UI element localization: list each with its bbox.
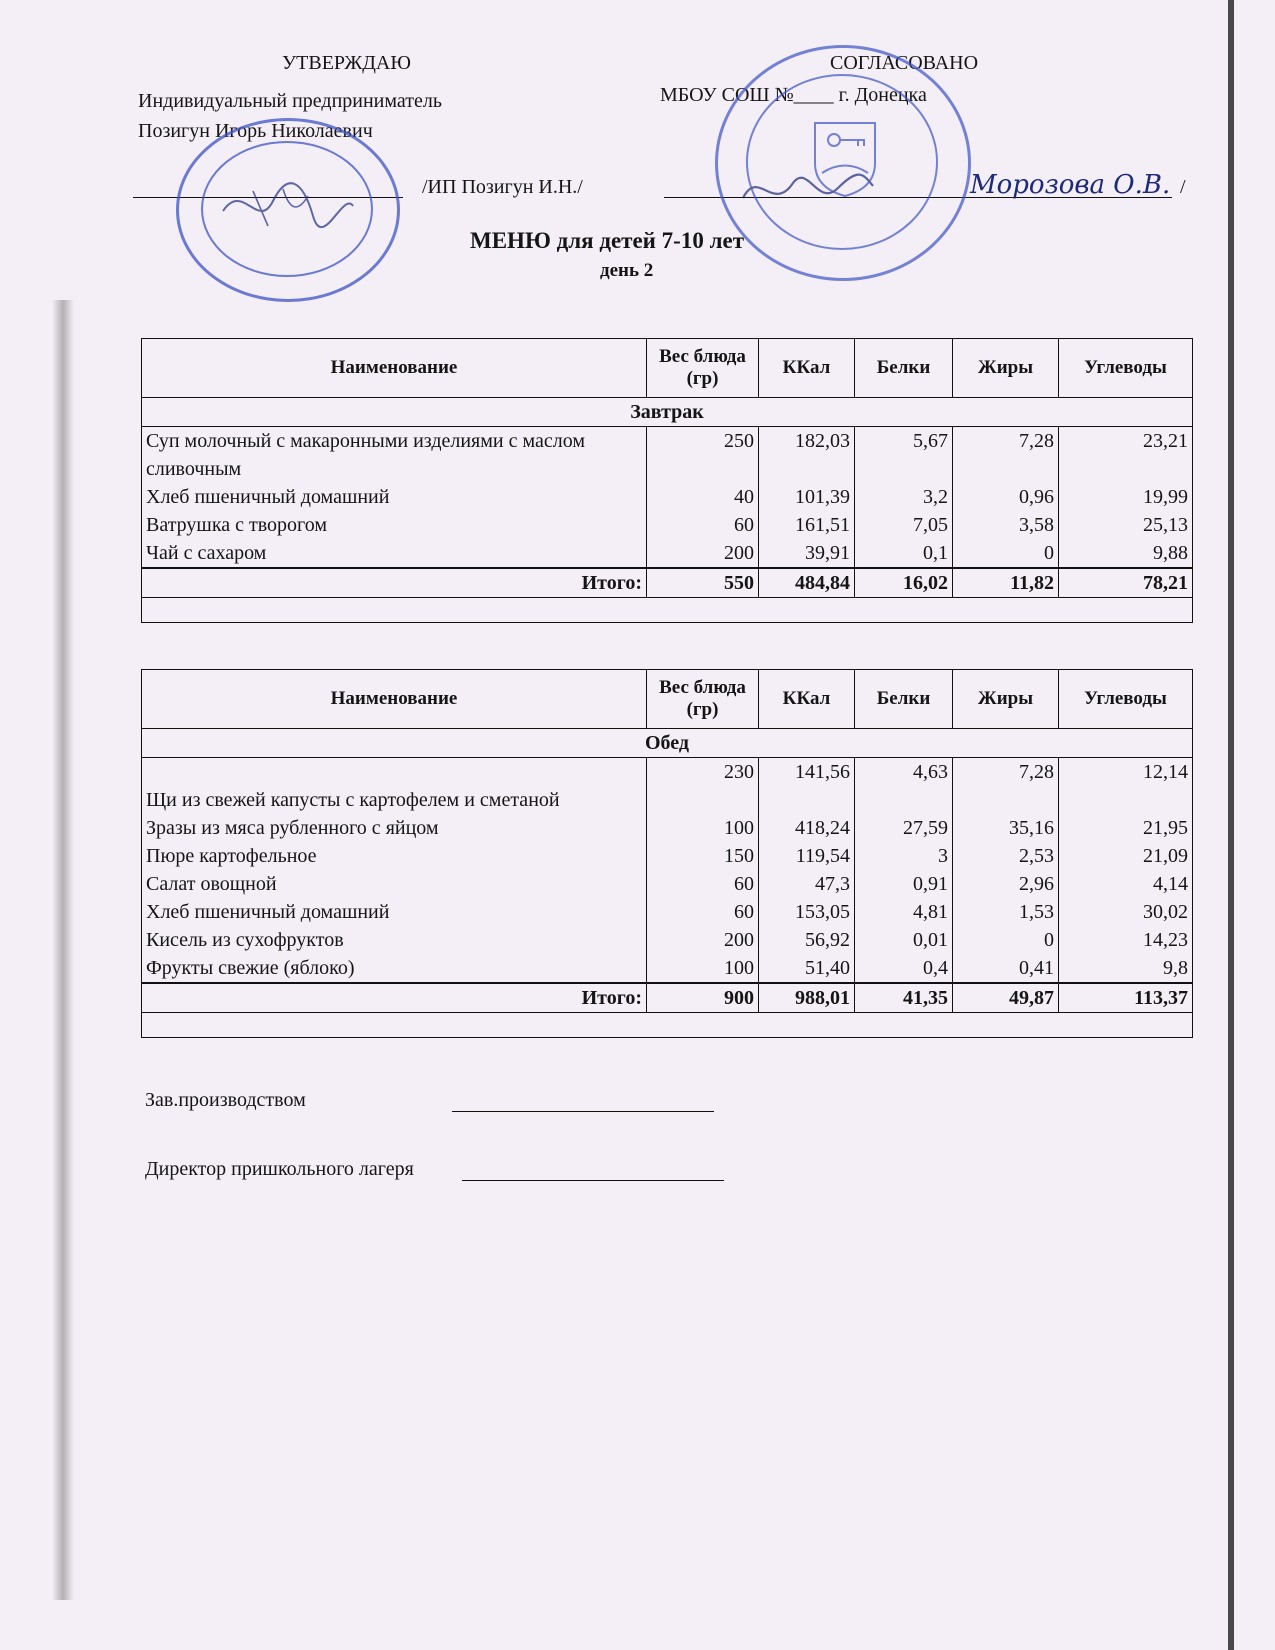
- entrepreneur-stamp: [176, 118, 400, 302]
- lunch-header-row: [142, 670, 1193, 729]
- dish-carbs: 14,23: [1059, 926, 1193, 954]
- dish-carbs: 12,14: [1059, 758, 1193, 815]
- dish-protein: 3,2: [855, 483, 953, 511]
- dish-name: Пюре картофельное: [142, 842, 647, 870]
- menu-subtitle: день 2: [600, 260, 654, 281]
- dish-protein: 5,67: [855, 427, 953, 484]
- dish-carbs: 19,99: [1059, 483, 1193, 511]
- dish-protein: 0,4: [855, 954, 953, 983]
- dish-carbs: 30,02: [1059, 898, 1193, 926]
- breakfast-total-row: [142, 568, 1193, 598]
- dish-kcal: 141,56: [759, 758, 855, 815]
- col-weight-header: Вес блюда (гр): [647, 339, 759, 398]
- total-label: Итого:: [142, 983, 647, 1013]
- dish-fat: 35,16: [953, 814, 1059, 842]
- dish-kcal: 47,3: [759, 870, 855, 898]
- total-fat: 49,87: [953, 983, 1059, 1013]
- dish-protein: 4,63: [855, 758, 953, 815]
- dish-weight: 40: [647, 483, 759, 511]
- lunch-table: [141, 669, 1193, 1038]
- table-row: [142, 483, 1193, 511]
- dish-fat: 2,53: [953, 842, 1059, 870]
- dish-protein: 3: [855, 842, 953, 870]
- total-protein: 41,35: [855, 983, 953, 1013]
- dish-weight: 150: [647, 842, 759, 870]
- col-kcal-header: ККал: [759, 339, 855, 398]
- entrepreneur-signature-icon: [213, 171, 363, 241]
- col-fat-header: Жиры: [953, 670, 1059, 729]
- col-weight-header: Вес блюда (гр): [647, 670, 759, 729]
- total-weight: 900: [647, 983, 759, 1013]
- dish-kcal: 161,51: [759, 511, 855, 539]
- dish-kcal: 101,39: [759, 483, 855, 511]
- breakfast-header-row: [142, 339, 1193, 398]
- camp-director-label: Директор пришкольного лагеря: [145, 1158, 414, 1180]
- table-row: [142, 898, 1193, 926]
- approve-line2: Позигун Игорь Николаевич: [138, 120, 373, 142]
- agree-org: МБОУ СОШ №____ г. Донецка: [660, 84, 927, 106]
- dish-fat: 7,28: [953, 427, 1059, 484]
- dish-kcal: 182,03: [759, 427, 855, 484]
- col-name-header: Наименование: [142, 670, 647, 729]
- dish-fat: 0: [953, 926, 1059, 954]
- dish-carbs: 9,8: [1059, 954, 1193, 983]
- dish-name: Кисель из сухофруктов: [142, 926, 647, 954]
- school-stamp: [715, 45, 971, 281]
- table-row: [142, 870, 1193, 898]
- breakfast-section-title: Завтрак: [142, 398, 1193, 427]
- total-weight: 550: [647, 568, 759, 598]
- table-row: [142, 926, 1193, 954]
- total-carbs: 113,37: [1059, 983, 1193, 1013]
- lunch-section-title: Обед: [142, 729, 1193, 758]
- dish-kcal: 418,24: [759, 814, 855, 842]
- dish-fat: 7,28: [953, 758, 1059, 815]
- dish-name: Суп молочный с макаронными изделиями с маслом сливочным: [142, 427, 647, 484]
- table-row: [142, 814, 1193, 842]
- scan-left-smudge: [52, 300, 74, 1600]
- dish-protein: 7,05: [855, 511, 953, 539]
- dish-carbs: 23,21: [1059, 427, 1193, 484]
- dish-weight: 100: [647, 954, 759, 983]
- dish-name: Фрукты свежие (яблоко): [142, 954, 647, 983]
- dish-fat: 2,96: [953, 870, 1059, 898]
- dish-weight: 100: [647, 814, 759, 842]
- dish-protein: 0,1: [855, 539, 953, 568]
- dish-protein: 27,59: [855, 814, 953, 842]
- dish-protein: 4,81: [855, 898, 953, 926]
- dish-fat: 0,96: [953, 483, 1059, 511]
- breakfast-empty-row: [142, 598, 1193, 623]
- dish-carbs: 25,13: [1059, 511, 1193, 539]
- dish-name: Чай с сахаром: [142, 539, 647, 568]
- lunch-empty-row: [142, 1013, 1193, 1038]
- col-carbs-header: Углеводы: [1059, 670, 1193, 729]
- total-carbs: 78,21: [1059, 568, 1193, 598]
- col-kcal-header: ККал: [759, 670, 855, 729]
- dish-weight: 200: [647, 926, 759, 954]
- dish-kcal: 153,05: [759, 898, 855, 926]
- table-row: [142, 758, 1193, 815]
- dish-name: Щи из свежей капусты с картофелем и сметаной: [142, 758, 647, 815]
- col-fat-header: Жиры: [953, 339, 1059, 398]
- dish-carbs: 9,88: [1059, 539, 1193, 568]
- dish-weight: 60: [647, 870, 759, 898]
- table-row: [142, 427, 1193, 484]
- dish-protein: 0,91: [855, 870, 953, 898]
- col-protein-header: Белки: [855, 339, 953, 398]
- dish-weight: 200: [647, 539, 759, 568]
- dish-fat: 3,58: [953, 511, 1059, 539]
- dish-kcal: 39,91: [759, 539, 855, 568]
- approve-line1: Индивидуальный предприниматель: [138, 90, 442, 112]
- total-protein: 16,02: [855, 568, 953, 598]
- total-fat: 11,82: [953, 568, 1059, 598]
- total-kcal: 988,01: [759, 983, 855, 1013]
- camp-director-signature-line: [462, 1180, 724, 1181]
- dish-name: Хлеб пшеничный домашний: [142, 483, 647, 511]
- table-row: [142, 511, 1193, 539]
- school-signature-icon: [738, 158, 878, 218]
- dish-carbs: 21,95: [1059, 814, 1193, 842]
- table-row: [142, 954, 1193, 983]
- col-protein-header: Белки: [855, 670, 953, 729]
- lunch-total-row: [142, 983, 1193, 1013]
- dish-carbs: 21,09: [1059, 842, 1193, 870]
- dish-name: Зразы из мяса рубленного с яйцом: [142, 814, 647, 842]
- dish-fat: 1,53: [953, 898, 1059, 926]
- table-row: [142, 539, 1193, 568]
- dish-fat: 0,41: [953, 954, 1059, 983]
- dish-name: Салат овощной: [142, 870, 647, 898]
- dish-carbs: 4,14: [1059, 870, 1193, 898]
- col-name-header: Наименование: [142, 339, 647, 398]
- dish-weight: 250: [647, 427, 759, 484]
- dish-protein: 0,01: [855, 926, 953, 954]
- agree-title: СОГЛАСОВАНО: [830, 52, 979, 74]
- production-head-label: Зав.производством: [145, 1089, 306, 1111]
- scan-edge-shadow: [1228, 0, 1234, 1650]
- breakfast-table: [141, 338, 1193, 623]
- total-kcal: 484,84: [759, 568, 855, 598]
- dish-weight: 60: [647, 511, 759, 539]
- dish-weight: 230: [647, 758, 759, 815]
- dish-kcal: 51,40: [759, 954, 855, 983]
- dish-kcal: 119,54: [759, 842, 855, 870]
- dish-weight: 60: [647, 898, 759, 926]
- col-carbs-header: Углеводы: [1059, 339, 1193, 398]
- approve-signature-name: /ИП Позигун И.Н./: [422, 176, 583, 198]
- agree-signature-slash: /: [1180, 176, 1186, 198]
- total-label: Итого:: [142, 568, 647, 598]
- menu-title: МЕНЮ для детей 7-10 лет: [470, 228, 744, 253]
- approve-title: УТВЕРЖДАЮ: [282, 52, 411, 74]
- table-row: [142, 842, 1193, 870]
- production-head-signature-line: [452, 1111, 714, 1112]
- dish-name: Ватрушка с творогом: [142, 511, 647, 539]
- dish-kcal: 56,92: [759, 926, 855, 954]
- agree-signature-handwritten: Морозова О.В.: [970, 170, 1171, 200]
- dish-fat: 0: [953, 539, 1059, 568]
- dish-name: Хлеб пшеничный домашний: [142, 898, 647, 926]
